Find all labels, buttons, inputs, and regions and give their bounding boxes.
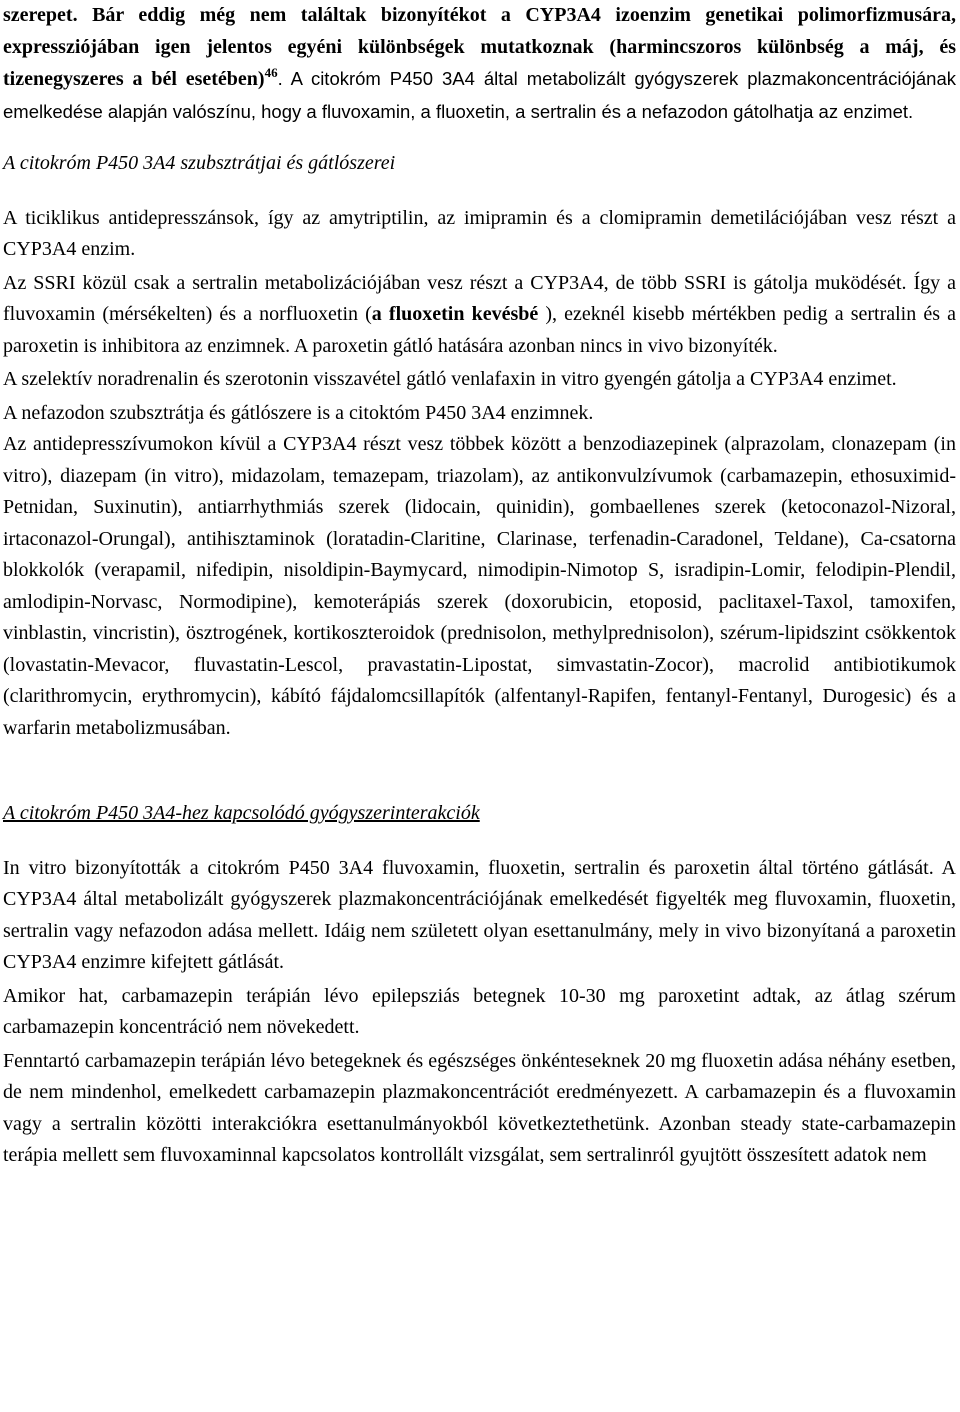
paragraph-carbamazepine-fluoxetine: Fenntartó carbamazepin terápián lévo betegeknek és egészséges önkénteseknek 20 mg fluoxetin adása néhány esetben, de nem mindenhol, emelkedett carbamazepin plazmakoncentrációt eredményezett. A carbamazepin és a fluvoxamin vagy a sertralin közötti interakciókra esettanulmányokból következtethetünk. Azonban steady state-carbamazepin terápia mellett sem fluvoxaminnal kapcsolatos kontrollált vizsgálat, sem sertralinról gyujtött összesített adatok nem [3, 1049, 956, 1166]
section-heading-substrates: A citokróm P450 3A4 szubsztrátjai és gátlószerei [3, 152, 396, 174]
paragraph-carbamazepine-paroxetine: Amikor hat, carbamazepin terápián lévo epilepsziás betegnek 10-30 mg paroxetint adtak, az átlag szérum carbamazepin koncentráció nem növekedett. [3, 984, 956, 1038]
paragraph-in-vitro: In vitro bizonyították a citokróm P450 3A4 fluvoxamin, fluoxetin, sertralin és paroxetin által történo gátlását. A CYP3A4 által metabolizált gyógyszerek plazmakoncentrációjának emelkedését figyelték meg fluvoxamin, fluoxetin, sertralin vagy nefazodon adása mellett. Idáig nem született olyan esettanulmány, mely in vivo bizonyítaná a paroxetin CYP3A4 enzimre kifejtett gátlását. [3, 856, 956, 973]
intro-paragraph [3, 0, 956, 128]
footnote-ref: 46 [264, 65, 278, 80]
document-page [3, 0, 956, 1172]
paragraph-ssri [3, 268, 956, 363]
paragraph-nefazodone: A nefazodon szubsztrátja és gátlószere is a citoktóm P450 3A4 enzimnek. [3, 401, 594, 424]
ssri-text-a: Az SSRI közül csak a sertralin metabolizációjában vesz részt a CYP3A4, de több SSRI is gátolja muködését. Így a fluvoxamin (mérsékelten) és a norfluoxetin ( [3, 271, 956, 325]
paragraph-tricyclic: A ticiklikus antidepresszánsok, így az amytriptilin, az imipramin és a clomipramin demetilációjában vesz részt a CYP3A4 enzim. [3, 206, 956, 260]
intro-sans-text: . A citokróm P450 3A4 által metabolizált gyógyszerek plazmakoncentrációjának emelkedése alapján valószínu, hogy a fluvoxamin, a fluoxetin, a sertralin és a nefazodon gátolhatja az enzimet. [3, 68, 957, 122]
intro-bold-text: szerepet. Bár eddig még nem találtak bizonyítékot a CYP3A4 izoenzim genetikai polimorfizmusára, expressziójában igen jelentos egyéni különbségek mutatkoznak (harmincszoros különbség a máj, és tizenegyszeres a bél esetében) [3, 4, 956, 90]
paragraph-other-substrates: Az antidepresszívumokon kívül a CYP3A4 részt vesz többek között a benzodiazepinek (alprazolam, clonazepam (in vitro), diazepam (in vitro), midazolam, temazepam, triazolam), az antikonvulzívumok (carbamazepin, ethosuximid-Petnidan, Suxinutin), antiarrhythmiás szerek (lidocain, quinidin), gombaellenes szerek (ketoconazol-Nizoral, irtaconazol-Orungal), antihisztaminok (loratadin-Claritine, Clarinase, terfenadin-Caradonel, Teldane), Ca-csatorna blokkolók (verapamil, nifedipin, nisoldipin-Baymycard, nimodipin-Nimotop S, isradipin-Lomir, felodipin-Plendil, amlodipin-Norvasc, Normodipine), kemoterápiás szerek (doxorubicin, etoposid, paclitaxel-Taxol, tamoxifen, vinblastin, vincristin), ösztrogének, kortikoszteroidok (prednisolon, methylprednisolon), szérum-lipidszint csökkentok (lovastatin-Mevacor, fluvastatin-Lescol, pravastatin-Lipostat, simvastatin-Zocor), macrolid antibiotikumok (clarithromycin, erythromycin), kábító fájdalomcsillapítók (alfentanyl-Rapifen, fentanyl-Fentanyl, Durogesic) és a warfarin metabolizmusában. [3, 433, 956, 739]
section-heading-interactions: A citokróm P450 3A4-hez kapcsolódó gyógyszerinterakciók [3, 802, 480, 824]
ssri-text-b: ), ezeknél kisebb mértékben pedig a sertralin és a paroxetin is inhibitora az enzimnek. A paroxetin gátló hatására azonban nincs in vivo bizonyíték. [3, 303, 956, 357]
paragraph-venlafaxine: A szelektív noradrenalin és szerotonin visszavétel gátló venlafaxin in vitro gyengén gátolja a CYP3A4 enzimet. [3, 368, 897, 390]
ssri-bold-text: a fluoxetin kevésbé [371, 303, 539, 325]
